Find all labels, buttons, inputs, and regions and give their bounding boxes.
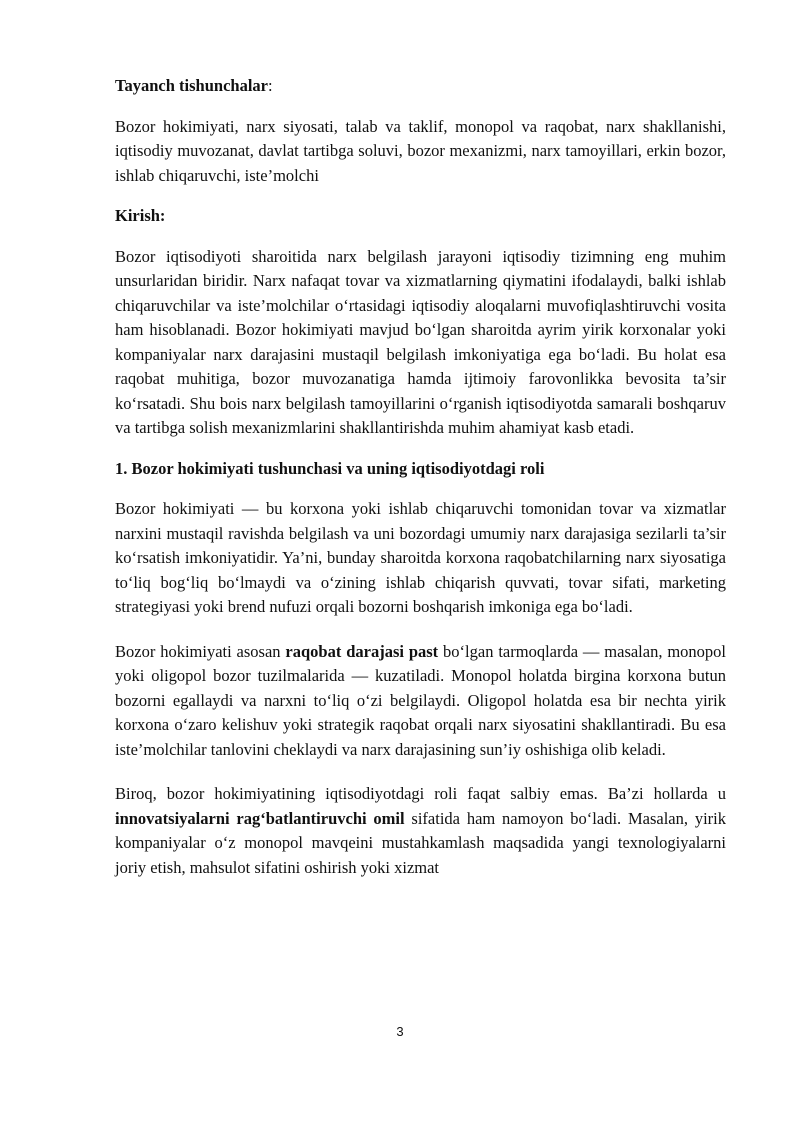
keywords-text: Bozor hokimiyati, narx siyosati, talab va taklif, monopol va raqobat, narx shakllanishi, iqtisodiy muvozanat, davlat tartibga soluvi, bozor mexanizmi, narx tamoyillari, erkin bozor, ishlab chiqaruvchi, iste’molchi <box>115 116 726 185</box>
page-number: 3 <box>396 1024 404 1039</box>
emphasis-low-competition: raqobat darajasi past <box>285 641 439 661</box>
intro-paragraph: Bozor iqtisodiyoti sharoitida narx belgilash jarayoni iqtisodiy tizimning eng muhim unsurlaridan biridir. Narx nafaqat tovar va xizmatlarning qiymatini ifodalaydi, balki ishlab chiqaruvchilar va iste’molchilar o‘rtasidagi iqtisodiy aloqalarni muvofiqlashtiruvchi vosita ham hisoblanadi. Bozor hokimiyati mavjud bo‘lgan sharoitda ayrim yirik korxonalar yoki kompaniyalar narx darajasini mustaqil belgilash imkoniyatiga ega bo‘ladi. Bu holat esa raqobat muhitiga, bozor muvozanatiga hamda ijtimoiy farovonlikka bevosita ta’sir ko‘rsatadi. Shu bois narx belgilash tamoyillarini o‘rganish iqtisodiyotda samarali boshqaruv va tartibga solish mexanizmlarini shakllantirishda muhim ahamiyat kasb etadi. <box>115 246 726 437</box>
intro-heading: Kirish: <box>115 206 166 225</box>
section-1-paragraph-3: Biroq, bozor hokimiyatining iqtisodiyotdagi roli faqat salbiy emas. Ba’zi hollarda u innovatsiyalarni rag‘batlantiruvchi omil sifatida ham namoyon bo‘ladi. Masalan, yirik kompaniyalar o‘z monopol mavqeini mustahkamlash maqsadida yangi texnologiyalarni joriy etish, mahsulot sifatini oshirish yoki xizmat <box>115 784 726 877</box>
section-1-paragraph-1: Bozor hokimiyati — bu korxona yoki ishlab chiqaruvchi tomonidan tovar va xizmatlar narxini mustaqil ravishda belgilash va uni bozordagi umumiy narx darajasiga sezilarli ta’sir ko‘rsatish imkoniyatidir. Ya’ni, bunday sharoitda korxona raqobatchilarning narx siyosatiga to‘liq bog‘liq bo‘lmaydi va o‘zining ishlab chiqarish quvvati, tovar sifati, marketing strategiyasi yoki brend nufuzi orqali bozorni boshqarish imkoniga ega bo‘ladi. <box>115 499 726 616</box>
document-page <box>115 74 726 880</box>
section-1-paragraph-2: Bozor hokimiyati asosan raqobat darajasi past bo‘lgan tarmoqlarda — masalan, monopol yoki oligopol bozor tuzilmalarida — kuzatiladi. Monopol holatda birgina korxona butun bozorni egallaydi va narxni to‘liq o‘zi belgilaydi. Oligopol holatda esa bir nechta yirik korxona o‘zaro kelishuv yoki strategik raqobat orqali narx siyosatini shakllantiradi. Bu esa iste’molchilar tanlovini cheklaydi va narx darajasining sun’iy oshishiga olib keladi. <box>115 641 727 759</box>
keywords-heading: Tayanch tishunchalar: <box>115 76 273 95</box>
section-1-heading: 1. Bozor hokimiyati tushunchasi va uning iqtisodiyotdagi roli <box>115 458 545 478</box>
emphasis-innovation-factor: innovatsiyalarni rag‘batlantiruvchi omil <box>115 808 405 828</box>
